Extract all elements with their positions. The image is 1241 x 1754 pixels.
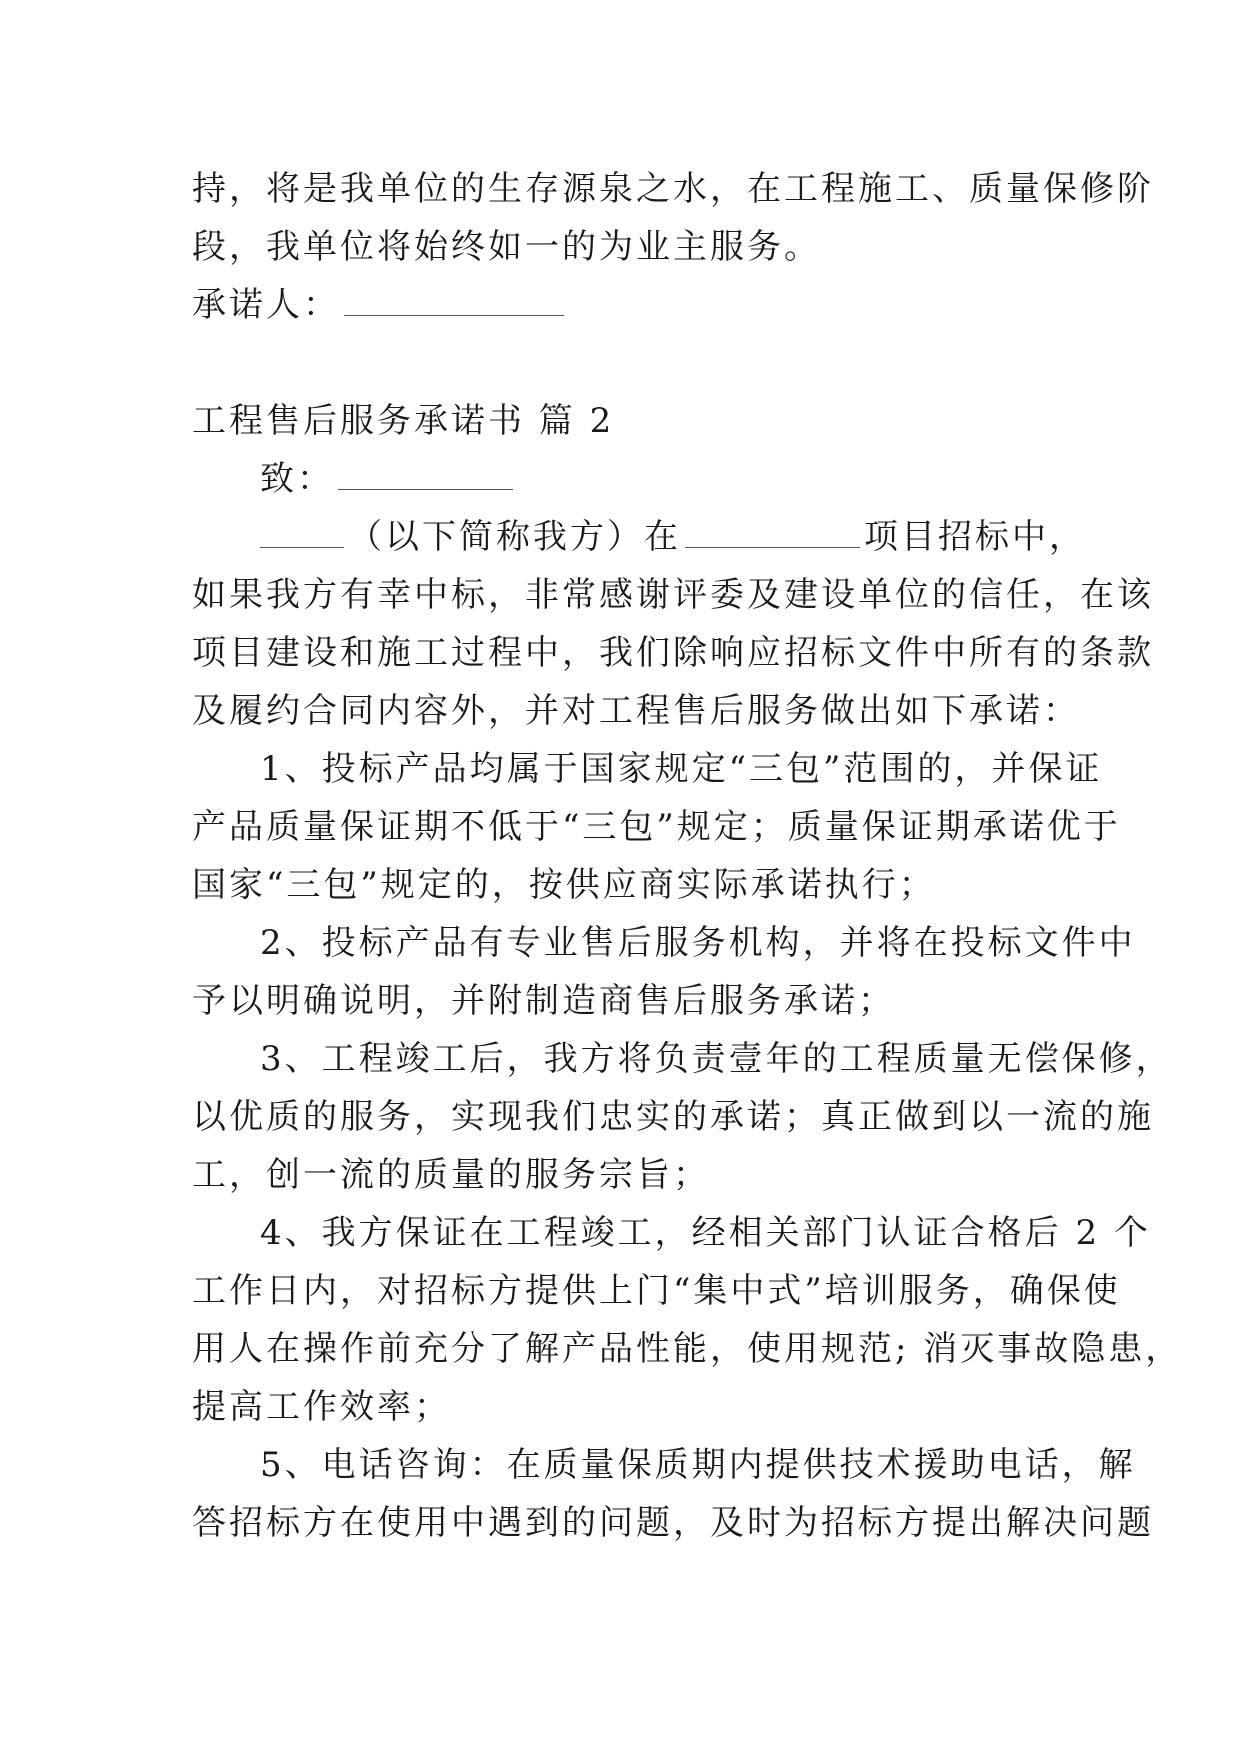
intro-line-1: 持，将是我单位的生存源泉之水，在工程施工、质量保修阶	[192, 169, 1154, 209]
para1-line-2: 如果我方有幸中标，非常感谢评委及建设单位的信任，在该	[192, 575, 1154, 615]
para1-line-4: 及履约合同内容外，并对工程售后服务做出如下承诺：	[192, 691, 1080, 731]
signer-line	[192, 276, 1052, 334]
document-page	[192, 160, 1183, 1552]
para1-part-a: （以下简称我方）在	[348, 517, 681, 557]
item3-line-1: 3、工程竣工后，我方将负责壹年的工程质量无偿保修，	[260, 1039, 1173, 1079]
signer-label: 承诺人：	[192, 285, 340, 325]
item4-line-4: 提高工作效率；	[192, 1387, 451, 1427]
item3-line-3: 工，创一流的质量的服务宗旨；	[192, 1155, 710, 1195]
project-blank	[685, 513, 860, 548]
item4-line-2: 工作日内，对招标方提供上门“集中式”培训服务，确保使	[192, 1271, 1121, 1311]
company-blank	[260, 513, 344, 548]
item1-line-3: 国家“三包”规定的，按供应商实际承诺执行；	[192, 865, 936, 905]
item4-line-3: 用人在操作前充分了解产品性能，使用规范; 消灭事故隐患，	[192, 1329, 1183, 1369]
item5-line-1: 5、电话咨询：在质量保质期内提供技术援助电话，解	[260, 1445, 1136, 1485]
item5-line-2: 答招标方在使用中遇到的问题，及时为招标方提出解决问题	[192, 1503, 1154, 1543]
para1-part-b: 项目招标中，	[864, 517, 1086, 557]
intro-line-2: 段，我单位将始终如一的为业主服务。	[192, 227, 821, 267]
to-line	[192, 450, 1052, 508]
item3-line-2: 以优质的服务，实现我们忠实的承诺；真正做到以一流的施	[192, 1097, 1154, 1137]
to-label: 致：	[260, 459, 334, 499]
para1-line-1	[192, 508, 1086, 566]
item1-line-1: 1、投标产品均属于国家规定“三包”范围的，并保证	[260, 749, 1103, 789]
section-title: 工程售后服务承诺书 篇 2	[192, 401, 615, 441]
item2-line-1: 2、投标产品有专业售后服务机构，并将在投标文件中	[260, 923, 1136, 963]
item1-line-2: 产品质量保证期不低于“三包”规定；质量保证期承诺优于	[192, 807, 1121, 847]
signer-blank	[344, 281, 564, 316]
para1-line-3: 项目建设和施工过程中，我们除响应招标文件中所有的条款	[192, 633, 1154, 673]
item2-line-2: 予以明确说明，并附制造商售后服务承诺；	[192, 981, 895, 1021]
item4-line-1: 4、我方保证在工程竣工，经相关部门认证合格后 2 个	[260, 1213, 1151, 1253]
section-gap	[192, 334, 1052, 392]
to-blank	[338, 455, 513, 490]
